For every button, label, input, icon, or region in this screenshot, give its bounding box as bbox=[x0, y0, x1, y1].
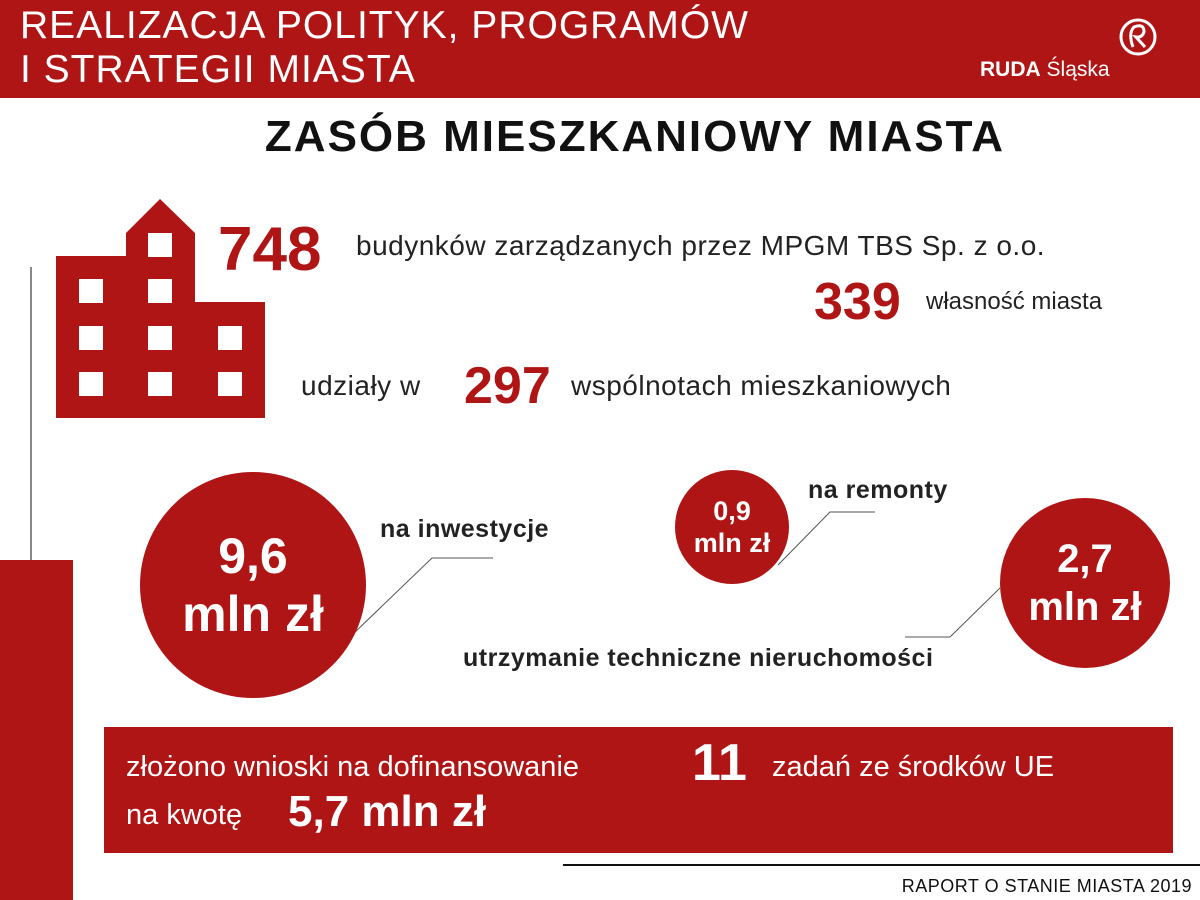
maintenance-value: 2,7 bbox=[1057, 537, 1113, 581]
eu-funding-box bbox=[104, 727, 1173, 853]
eu-amount: 5,7 mln zł bbox=[288, 787, 487, 836]
maintenance-unit: mln zł bbox=[1028, 585, 1142, 629]
header-title-line1: REALIZACJA POLITYK, PROGRAMÓW bbox=[20, 4, 749, 47]
shares-count: 297 bbox=[464, 357, 551, 415]
eu-count: 11 bbox=[692, 734, 747, 792]
maintenance-label: utrzymanie techniczne nieruchomości bbox=[463, 644, 934, 672]
shares-prefix: udziały w bbox=[301, 370, 421, 401]
investments-label: na inwestycje bbox=[380, 515, 550, 543]
investments-circle bbox=[140, 472, 366, 698]
eu-amount-prefix: na kwotę bbox=[126, 799, 243, 831]
investments-unit: mln zł bbox=[182, 586, 324, 642]
repairs-unit: mln zł bbox=[693, 528, 771, 558]
footer-text: RAPORT O STANIE MIASTA 2019 bbox=[901, 876, 1192, 896]
investments-value: 9,6 bbox=[218, 528, 288, 584]
buildings-count: 748 bbox=[218, 215, 322, 284]
repairs-circle bbox=[675, 470, 789, 584]
owned-text: własność miasta bbox=[926, 288, 1103, 315]
owned-count: 339 bbox=[814, 273, 901, 331]
maintenance-circle bbox=[1000, 498, 1170, 668]
logo-bold: RUDA bbox=[980, 58, 1041, 81]
repairs-label: na remonty bbox=[808, 476, 948, 504]
eu-suffix: zadań ze środków UE bbox=[772, 751, 1055, 783]
footer-rule bbox=[563, 864, 1200, 866]
buildings-text: budynków zarządzanych przez MPGM TBS Sp. z o.o. bbox=[356, 230, 1046, 261]
logo-regular: Śląska bbox=[1046, 58, 1110, 81]
shares-text: wspólnotach mieszkaniowych bbox=[571, 370, 952, 401]
eu-prefix: złożono wnioski na dofinansowanie bbox=[126, 751, 580, 783]
header-title-line2: I STRATEGII MIASTA bbox=[20, 48, 416, 91]
repairs-value: 0,9 bbox=[713, 496, 751, 526]
page-title: ZASÓB MIESZKANIOWY MIASTA bbox=[264, 112, 1006, 161]
